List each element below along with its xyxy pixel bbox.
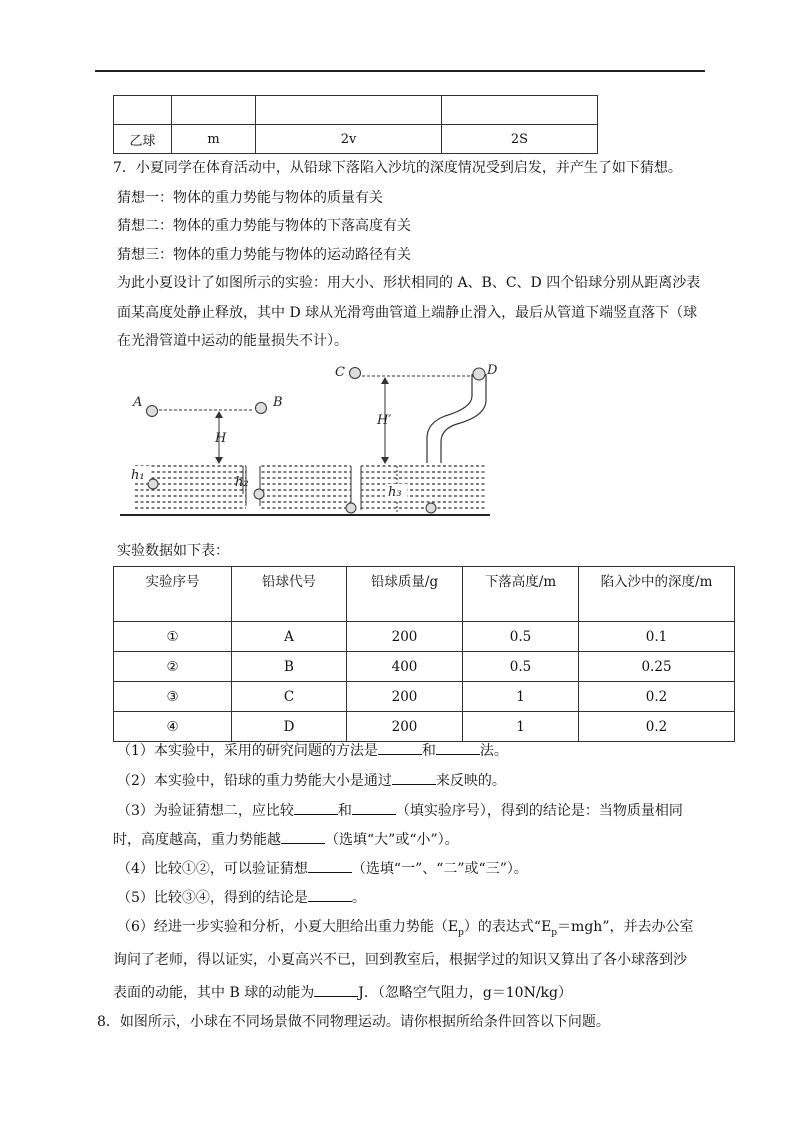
label-d: D xyxy=(487,363,498,378)
table-cell: 乙球 xyxy=(114,125,172,154)
answer-blank[interactable] xyxy=(436,740,480,755)
table-cell: B xyxy=(232,652,347,682)
q1-text: 和 xyxy=(421,743,436,759)
answer-blank[interactable] xyxy=(314,982,358,997)
table-cell: 400 xyxy=(347,652,463,682)
sub-question-5 xyxy=(117,887,366,908)
ball-d xyxy=(473,368,485,380)
header-cell: 陷入沙中的深度/m xyxy=(579,567,735,622)
table-cell: ② xyxy=(114,652,232,682)
q7-intro: 7．小夏同学在体育活动中，从铅球下落陷入沙坑的深度情况受到启发，并产生了如下猜想。 xyxy=(113,160,682,176)
q6-text: ＝mgh”，并去办公室 xyxy=(557,919,694,935)
table-header-row xyxy=(114,567,735,622)
q2-text: 来反映的。 xyxy=(435,773,506,789)
sub-question-6-cont: 询问了老师，得以证实，小夏高兴不已，回到教室后，根据学过的知识又算出了各小球落到沙 xyxy=(113,952,687,968)
label-h3: h₃ xyxy=(388,485,402,500)
table-caption: 实验数据如下表： xyxy=(117,543,229,559)
desc-line-2: 面某高度处静止释放，其中 D 球从光滑弯曲管道上端静止滑入，最后从管道下端竖直落下（球 xyxy=(117,305,698,321)
table-cell: 0.5 xyxy=(463,622,579,652)
answer-blank[interactable] xyxy=(352,800,396,815)
q5-text: 。 xyxy=(351,890,366,906)
answer-blank[interactable] xyxy=(281,829,325,844)
table-cell: 2S xyxy=(442,125,598,154)
pipe-inner xyxy=(441,374,486,463)
q8-intro: 8．如图所示，小球在不同场景做不同物理运动。请你根据所给条件回答以下问题。 xyxy=(97,1014,610,1030)
table-cell: 200 xyxy=(347,622,463,652)
table-cell: 0.2 xyxy=(579,682,735,712)
table-cell: C xyxy=(232,682,347,712)
header-cell: 铅球代号 xyxy=(232,567,347,622)
label-h: H xyxy=(215,431,227,446)
ball-c-sunk xyxy=(346,503,356,513)
sub-question-3 xyxy=(117,800,683,821)
experiment-data-table xyxy=(113,566,735,742)
table-row xyxy=(114,682,735,712)
table-cell: 0.25 xyxy=(579,652,735,682)
table-cell: ① xyxy=(114,622,232,652)
sub-question-3-cont xyxy=(113,829,459,850)
table-cell: 1 xyxy=(463,712,579,742)
q6-subscript: p xyxy=(551,927,558,938)
top-table xyxy=(113,95,598,154)
table-row xyxy=(114,96,598,125)
q2-text: （2）本实验中，铅球的重力势能大小是通过 xyxy=(117,773,392,789)
sand-pattern xyxy=(135,466,485,508)
q4-text: （选填“一”、“二”或“三”）。 xyxy=(351,861,528,877)
table-row xyxy=(114,652,735,682)
desc-line-1: 为此小夏设计了如图所示的实验：用大小、形状相同的 A、B、C、D 四个铅球分别从距离沙表 xyxy=(117,275,701,291)
q6-subscript: p xyxy=(458,927,464,938)
ball-a-sunk xyxy=(148,479,158,489)
answer-blank[interactable] xyxy=(308,887,352,902)
q6-text: （6）经进一步实验和分析，小夏大胆给出重力势能（E xyxy=(117,919,459,935)
ball-b-sunk xyxy=(254,489,264,499)
q1-text: （1）本实验中，采用的研究问题的方法是 xyxy=(117,743,378,759)
table-cell xyxy=(256,96,442,125)
desc-line-3: 在光滑管道中运动的能量损失不计）。 xyxy=(117,333,348,349)
sub-question-4 xyxy=(117,858,528,879)
table-cell: 200 xyxy=(347,682,463,712)
table-cell: m xyxy=(172,125,256,154)
q3-text: 时，高度越高，重力势能越 xyxy=(113,832,281,848)
experiment-figure xyxy=(115,356,498,521)
header-cell: 实验序号 xyxy=(114,567,232,622)
table-cell: ④ xyxy=(114,712,232,742)
label-h1: h₁ xyxy=(131,468,145,483)
q3-text: （3）为验证猜想二，应比较 xyxy=(117,803,294,819)
ball-c xyxy=(350,368,361,379)
sub-question-2 xyxy=(117,770,506,791)
table-cell: 0.2 xyxy=(579,712,735,742)
header-rule xyxy=(95,70,705,72)
table-cell xyxy=(114,96,172,125)
table-cell: 1 xyxy=(463,682,579,712)
guess-2: 猜想二：物体的重力势能与物体的下落高度有关 xyxy=(117,218,411,234)
ball-a xyxy=(147,406,158,417)
table-cell: 200 xyxy=(347,712,463,742)
answer-blank[interactable] xyxy=(294,800,338,815)
label-a: A xyxy=(133,395,143,410)
table-row xyxy=(114,125,598,154)
table-cell: D xyxy=(232,712,347,742)
table-cell xyxy=(172,96,256,125)
header-cell: 铅球质量/g xyxy=(347,567,463,622)
sub-question-6 xyxy=(117,917,693,943)
table-cell: 0.1 xyxy=(579,622,735,652)
q3-text: （选填“大”或“小”）。 xyxy=(325,832,459,848)
q4-text: （4）比较①②，可以验证猜想 xyxy=(117,861,308,877)
ball-d-sunk xyxy=(426,503,436,513)
table-cell: 2v xyxy=(256,125,442,154)
ball-b xyxy=(256,403,267,414)
q6-text: ）的表达式“E xyxy=(463,919,552,935)
header-cell: 下落高度/m xyxy=(463,567,579,622)
label-b: B xyxy=(273,395,283,410)
q6-text: 表面的动能，其中 B 球的动能为 xyxy=(113,985,315,1001)
label-h2: h₂ xyxy=(235,475,249,490)
table-cell xyxy=(442,96,598,125)
q3-text: （填实验序号），得到的结论是：当物质量相同 xyxy=(395,803,683,819)
q3-text: 和 xyxy=(337,803,352,819)
label-h-prime: H′ xyxy=(377,413,392,428)
table-cell: A xyxy=(232,622,347,652)
label-c: C xyxy=(335,365,345,380)
guess-3: 猜想三：物体的重力势能与物体的运动路径有关 xyxy=(117,247,411,263)
table-cell: ③ xyxy=(114,682,232,712)
table-row xyxy=(114,622,735,652)
sub-question-6-cont2 xyxy=(113,982,572,1003)
answer-blank[interactable] xyxy=(308,858,352,873)
pipe-outer xyxy=(427,374,472,463)
q5-text: （5）比较③④，得到的结论是 xyxy=(117,890,308,906)
table-cell: 0.5 xyxy=(463,652,579,682)
q1-text: 法。 xyxy=(479,743,508,759)
guess-1: 猜想一：物体的重力势能与物体的质量有关 xyxy=(117,190,383,206)
q6-text: J．（忽略空气阻力，g＝10N/kg） xyxy=(358,985,573,1001)
answer-blank[interactable] xyxy=(378,740,422,755)
answer-blank[interactable] xyxy=(392,770,436,785)
sub-question-1 xyxy=(117,740,508,761)
table-row xyxy=(114,712,735,742)
